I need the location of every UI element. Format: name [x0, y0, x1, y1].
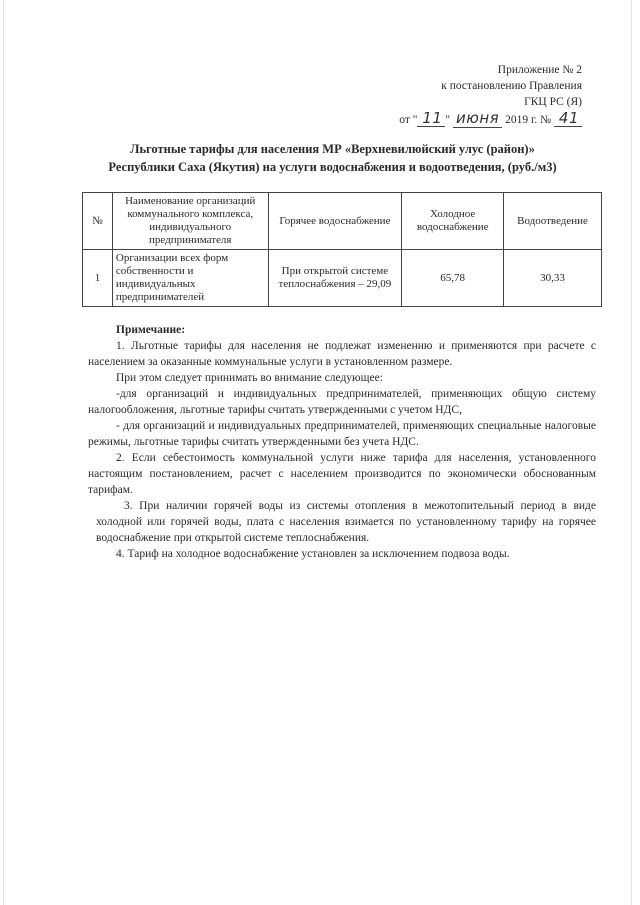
title-line-1: Льготные тарифы для населения МР «Верхневилюйский улус (район)» [130, 142, 535, 156]
doc-number-handwritten: 41 [554, 110, 582, 127]
document-title [60, 140, 605, 176]
date-prefix: от " [399, 114, 418, 126]
date-month-handwritten: июня [453, 109, 502, 128]
header-sewerage: Водоотведение [504, 193, 602, 250]
appendix-header [399, 62, 582, 128]
cell-cold-water: 65,78 [402, 250, 504, 307]
left-scan-edge [3, 0, 4, 905]
appendix-authority: ГКЦ РС (Я) [524, 96, 582, 108]
table-row [83, 250, 602, 307]
date-quote: " [445, 114, 451, 126]
cell-number: 1 [83, 250, 113, 307]
header-cold-water: Холодное водоснабжение [402, 193, 504, 250]
header-organization: Наименование организаций коммунального комплекса, индивидуального предпринимателя [112, 193, 268, 250]
tariff-table [82, 192, 602, 307]
date-year: 2019 г. № [505, 114, 552, 126]
appendix-resolution: к постановлению Правления [441, 80, 582, 92]
right-scan-edge [631, 0, 632, 905]
header-number: № [83, 193, 113, 250]
cell-organization: Организации всех форм собственности и индивидуальных предпринимателей [112, 250, 268, 307]
title-line-2: Республики Саха (Якутия) на услуги водоснабжения и водоотведения, (руб./м3) [108, 160, 557, 174]
appendix-number: Приложение № 2 [497, 64, 582, 76]
note-2: 2. Если себестоимость коммунальной услуги ниже тарифа для населения, установленного настоящим постановлением, расчет с населением производится по экономически обоснованным тарифам. [88, 452, 596, 496]
header-hot-water: Горячее водоснабжение [268, 193, 402, 250]
note-4: 4. Тариф на холодное водоснабжение установлен за исключением подвоза воды. [116, 548, 510, 560]
notes-section [88, 322, 596, 562]
table-header-row [83, 193, 602, 250]
cell-sewerage: 30,33 [504, 250, 602, 307]
note-1-special-tax: - для организаций и индивидуальных предпринимателей, применяющих специальные налоговые режимы, льготные тарифы считать утвержденными без учета НДС. [88, 420, 596, 448]
appendix-date-line [399, 110, 582, 128]
note-3: 3. При наличии горячей воды из системы отопления в межотопительный период в виде холодной или горячей воды, плата с населения взимается по установленному тарифу на горячее водоснабжение при открытой системе теплоснабжения. [96, 500, 596, 544]
note-1: 1. Льготные тарифы для населения не подлежат изменению и применяются при расчете с населением за оказанные коммунальные услуги в установленном размере. [88, 340, 596, 368]
cell-hot-water: При открытой системе теплоснабжения – 29,09 [268, 250, 402, 307]
note-1-intro: При этом следует принимать во внимание следующее: [116, 372, 383, 384]
date-day-handwritten: 11 [417, 110, 445, 127]
notes-heading: Примечание: [116, 324, 186, 336]
note-1-general-tax: -для организаций и индивидуальных предпринимателей, применяющих общую систему налогообложения, льготные тарифы считать утвержденными с учетом НДС, [88, 388, 596, 416]
